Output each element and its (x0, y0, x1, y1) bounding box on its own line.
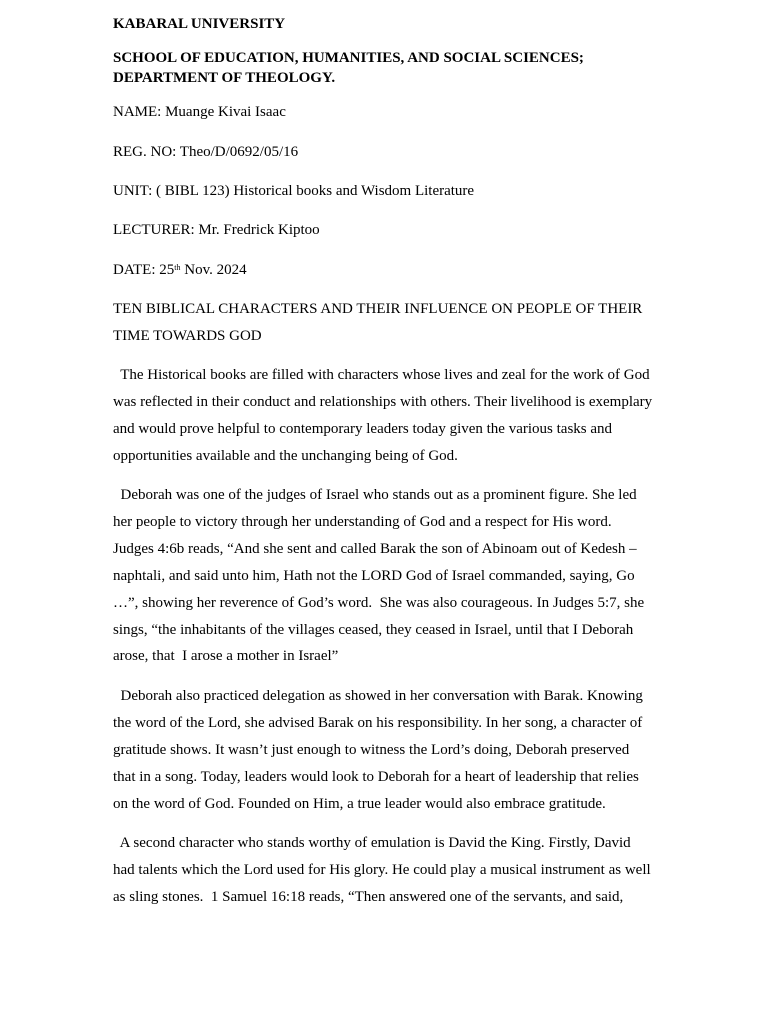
school-line-1: SCHOOL OF EDUCATION, HUMANITIES, AND SOCIAL SCIENCES; (113, 50, 584, 66)
student-name: NAME: Muange Kivai Isaac (113, 104, 286, 120)
paragraph-line: arose, that I arose a mother in Israel” (113, 648, 339, 665)
paragraph-line: Judges 4:6b reads, “And she sent and called Barak the son of Abinoam out of Kedesh – (113, 540, 637, 557)
paragraph-line: gratitude shows. It wasn’t just enough to witness the Lord’s doing, Deborah preserved (113, 741, 630, 758)
paragraph-deborah-delegation (113, 683, 673, 818)
date-prefix: DATE: 25 (113, 262, 175, 278)
essay-title (113, 296, 673, 350)
paragraph-line: …”, showing her reverence of God’s word. She was also courageous. In Judges 5:7, she (113, 594, 645, 611)
paragraph-line: The Historical books are filled with characters whose lives and zeal for the work of God (113, 367, 650, 383)
paragraph-line: that in a song. Today, leaders would look to Deborah for a heart of leadership that relies (113, 768, 639, 785)
paragraph-line: as sling stones. 1 Samuel 16:18 reads, “Then answered one of the servants, and said, (113, 888, 624, 905)
unit-title: UNIT: ( BIBL 123) Historical books and Wisdom Literature (113, 183, 475, 199)
registration-number: REG. NO: Theo/D/0692/05/16 (113, 144, 299, 160)
essay-title-line: TEN BIBLICAL CHARACTERS AND THEIR INFLUENCE ON PEOPLE OF THEIR (113, 301, 643, 317)
paragraph-line: Deborah also practiced delegation as showed in her conversation with Barak. Knowing (113, 688, 643, 704)
paragraph-line: her people to victory through her understanding of God and a respect for His word. (113, 513, 612, 530)
university-name: KABARAL UNIVERSITY (113, 16, 286, 32)
paragraph-line: the word of the Lord, she advised Barak on his responsibility. In her song, a character of (113, 714, 643, 731)
department-line: DEPARTMENT OF THEOLOGY. (113, 70, 336, 86)
paragraph-intro (113, 362, 673, 470)
paragraph-line: Deborah was one of the judges of Israel who stands out as a prominent figure. She led (113, 487, 637, 503)
paragraph-deborah (113, 482, 673, 670)
date-ordinal: th (174, 263, 181, 272)
essay-title-line: TIME TOWARDS GOD (113, 327, 262, 344)
paragraph-line: on the word of God. Founded on Him, a true leader would also embrace gratitude. (113, 795, 606, 812)
paragraph-line: opportunities available and the unchanging being of God. (113, 447, 458, 464)
lecturer-name: LECTURER: Mr. Fredrick Kiptoo (113, 222, 320, 238)
submission-date (113, 260, 247, 280)
paragraph-line: and would prove helpful to contemporary leaders today given the various tasks and (113, 420, 613, 437)
paragraph-line: naphtali, and said unto him, Hath not the LORD God of Israel commanded, saying, Go (113, 567, 635, 584)
paragraph-david (113, 830, 673, 911)
paragraph-line: A second character who stands worthy of emulation is David the King. Firstly, David (113, 835, 631, 851)
date-suffix: Nov. 2024 (180, 262, 247, 278)
paragraph-line: had talents which the Lord used for His glory. He could play a musical instrument as well (113, 861, 651, 878)
paragraph-line: was reflected in their conduct and relationships with others. Their livelihood is exemplary (113, 393, 653, 410)
paragraph-line: sings, “the inhabitants of the villages ceased, they ceased in Israel, until that I Deborah (113, 621, 634, 638)
